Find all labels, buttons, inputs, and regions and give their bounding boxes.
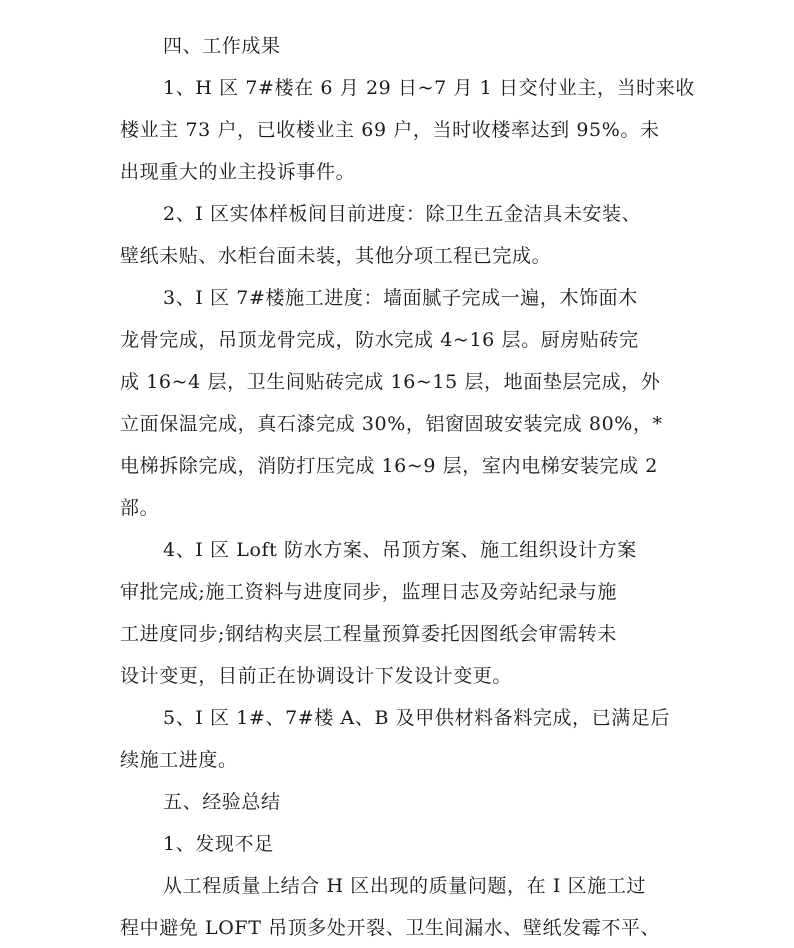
paragraph-line: 部。	[120, 497, 160, 519]
paragraph-line: 4、I 区 Loft 防水方案、吊顶方案、施工组织设计方案	[163, 539, 637, 561]
paragraph-line: 从工程质量上结合 H 区出现的质量问题，在 I 区施工过	[163, 875, 647, 897]
subheading-shortcomings: 1、发现不足	[163, 833, 274, 855]
paragraph-line: 3、I 区 7#楼施工进度：墙面腻子完成一遍，木饰面木	[163, 287, 638, 309]
heading-work-results: 四、工作成果	[163, 35, 281, 57]
paragraph-line: 出现重大的业主投诉事件。	[120, 161, 356, 183]
paragraph-line: 5、I 区 1#、7#楼 A、B 及甲供材料备料完成，已满足后	[163, 707, 671, 729]
paragraph-line: 楼业主 73 户，已收楼业主 69 户，当时收楼率达到 95%。未	[120, 119, 660, 141]
paragraph-line: 电梯拆除完成，消防打压完成 16~9 层，室内电梯安装完成 2	[120, 455, 658, 477]
heading-experience-summary: 五、经验总结	[163, 791, 281, 813]
paragraph-line: 设计变更，目前正在协调设计下发设计变更。	[120, 665, 513, 687]
paragraph-line: 成 16~4 层，卫生间贴砖完成 16~15 层，地面垫层完成，外	[120, 371, 661, 393]
paragraph-line: 程中避免 LOFT 吊顶多处开裂、卫生间漏水、壁纸发霉不平、	[120, 917, 661, 939]
paragraph-line: 续施工进度。	[120, 749, 238, 771]
paragraph-line: 龙骨完成，吊顶龙骨完成，防水完成 4~16 层。厨房贴砖完	[120, 329, 639, 351]
paragraph-line: 立面保温完成，真石漆完成 30%，铝窗固玻安装完成 80%，*	[120, 413, 663, 435]
paragraph-line: 工进度同步;钢结构夹层工程量预算委托因图纸会审需转未	[120, 623, 618, 645]
paragraph-line: 审批完成;施工资料与进度同步，监理日志及旁站纪录与施	[120, 581, 618, 603]
paragraph-line: 1、H 区 7#楼在 6 月 29 日~7 月 1 日交付业主，当时来收	[163, 77, 695, 99]
paragraph-line: 2、I 区实体样板间目前进度：除卫生五金洁具未安装、	[163, 203, 642, 225]
paragraph-line: 壁纸未贴、水柜台面未装，其他分项工程已完成。	[120, 245, 552, 267]
